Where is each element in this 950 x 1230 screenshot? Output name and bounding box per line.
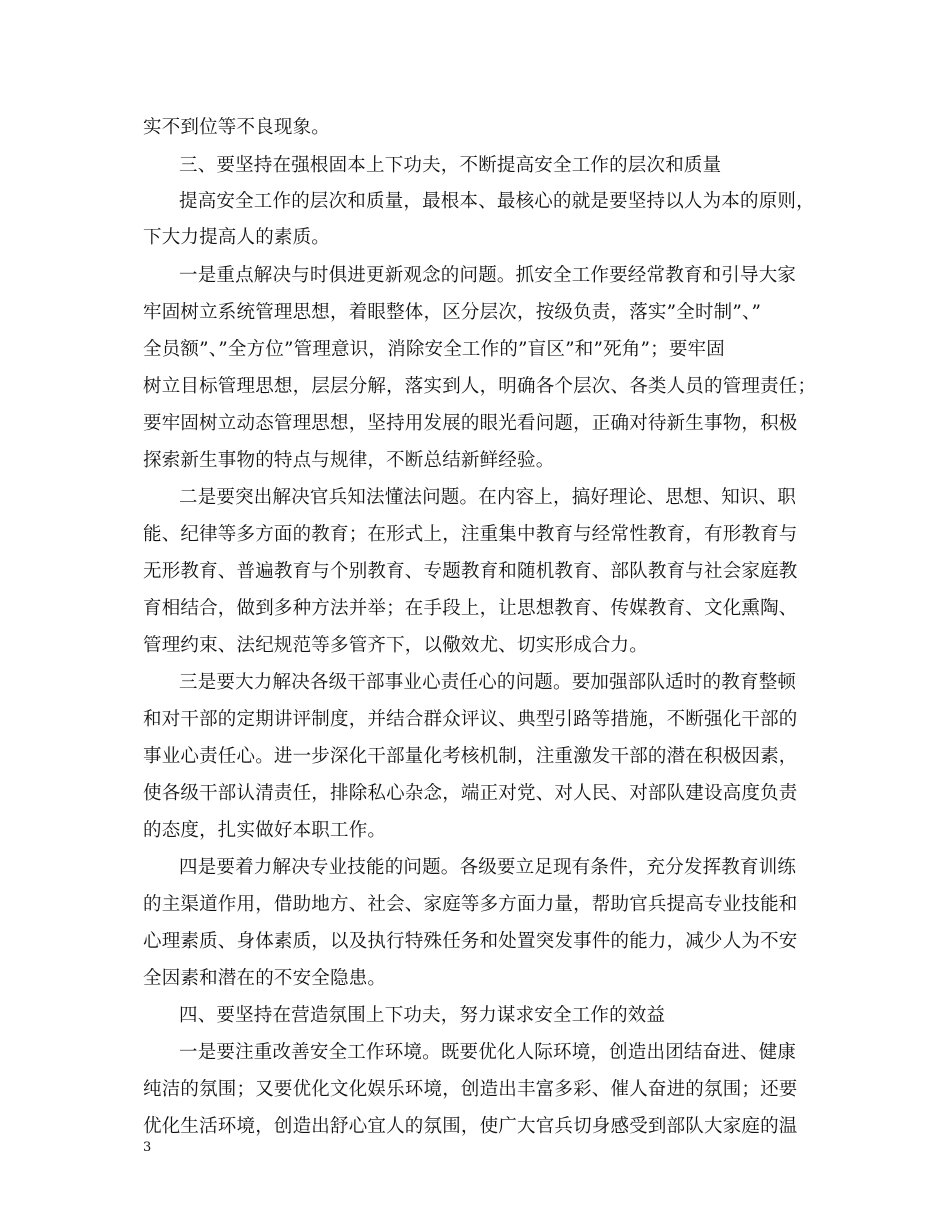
text-line: 四是要着力解决专业技能的问题。各级要立足现有条件，充分发挥教育训练 [179, 857, 797, 878]
text-line: 全员额”、”全方位”管理意识，消除安全工作的”盲区”和”死角”；要牢固 [143, 339, 725, 360]
text-line: 牢固树立系统管理思想，着眼整体，区分层次，按级负责，落实”全时制”、” [143, 302, 762, 323]
page-number: 3 [143, 1140, 152, 1155]
text-line: 的主渠道作用，借助地方、社会、家庭等多方面力量，帮助官兵提高专业技能和 [143, 894, 798, 915]
text-line: 能、纪律等多方面的教育；在形式上，注重集中教育与经常性教育，有形教育与 [143, 524, 798, 545]
text-line: 的态度，扎实做好本职工作。 [143, 820, 387, 841]
text-line: 育相结合，做到多种方法并举；在手段上，让思想教育、传媒教育、文化熏陶、 [143, 598, 798, 619]
text-line: 下大力提高人的素质。 [143, 227, 331, 248]
text-line: 树立目标管理思想，层层分解，落实到人，明确各个层次、各类人员的管理责任； [143, 376, 817, 397]
text-line: 纯洁的氛围；又要优化文化娱乐环境，创造出丰富多彩、催人奋进的氛围；还要 [143, 1079, 798, 1100]
section-heading: 三、要坚持在强根固本上下功夫，不断提高安全工作的层次和质量 [179, 155, 722, 176]
text-line: 二是要突出解决官兵知法懂法问题。在内容上，搞好理论、思想、知识、职 [179, 487, 797, 508]
section-heading: 四、要坚持在营造氛围上下功夫，努力谋求安全工作的效益 [179, 1005, 666, 1026]
text-line: 事业心责任心。进一步深化干部量化考核机制，注重激发干部的潜在积极因素， [143, 746, 798, 767]
text-line: 优化生活环境，创造出舒心宜人的氛围，使广大官兵切身感受到部队大家庭的温 [143, 1116, 798, 1137]
text-line: 探索新生事物的特点与规律，不断总结新鲜经验。 [143, 450, 555, 471]
text-line: 无形教育、普遍教育与个别教育、专题教育和随机教育、部队教育与社会家庭教 [143, 561, 798, 582]
text-line: 心理素质、身体素质，以及执行特殊任务和处置突发事件的能力，减少人为不安 [143, 931, 798, 952]
text-line: 三是要大力解决各级干部事业心责任心的问题。要加强部队适时的教育整顿 [179, 672, 797, 693]
text-line: 和对干部的定期讲评制度，并结合群众评议、典型引路等措施，不断强化干部的 [143, 709, 798, 730]
text-line: 一是重点解决与时俱进更新观念的问题。抓安全工作要经常教育和引导大家 [179, 265, 797, 286]
text-line: 使各级干部认清责任，排除私心杂念，端正对党、对人民、对部队建设高度负责 [143, 783, 798, 804]
text-line: 一是要注重改善安全工作环境。既要优化人际环境，创造出团结奋进、健康 [179, 1042, 797, 1063]
text-line: 管理约束、法纪规范等多管齐下，以儆效尤、切实形成合力。 [143, 635, 648, 656]
text-line: 要牢固树立动态管理思想，坚持用发展的眼光看问题，正确对待新生事物，积极 [143, 413, 798, 434]
text-line: 全因素和潜在的不安全隐患。 [143, 968, 387, 989]
text-line: 实不到位等不良现象。 [143, 117, 331, 138]
text-line: 提高安全工作的层次和质量，最根本、最核心的就是要坚持以人为本的原则， [179, 191, 815, 212]
